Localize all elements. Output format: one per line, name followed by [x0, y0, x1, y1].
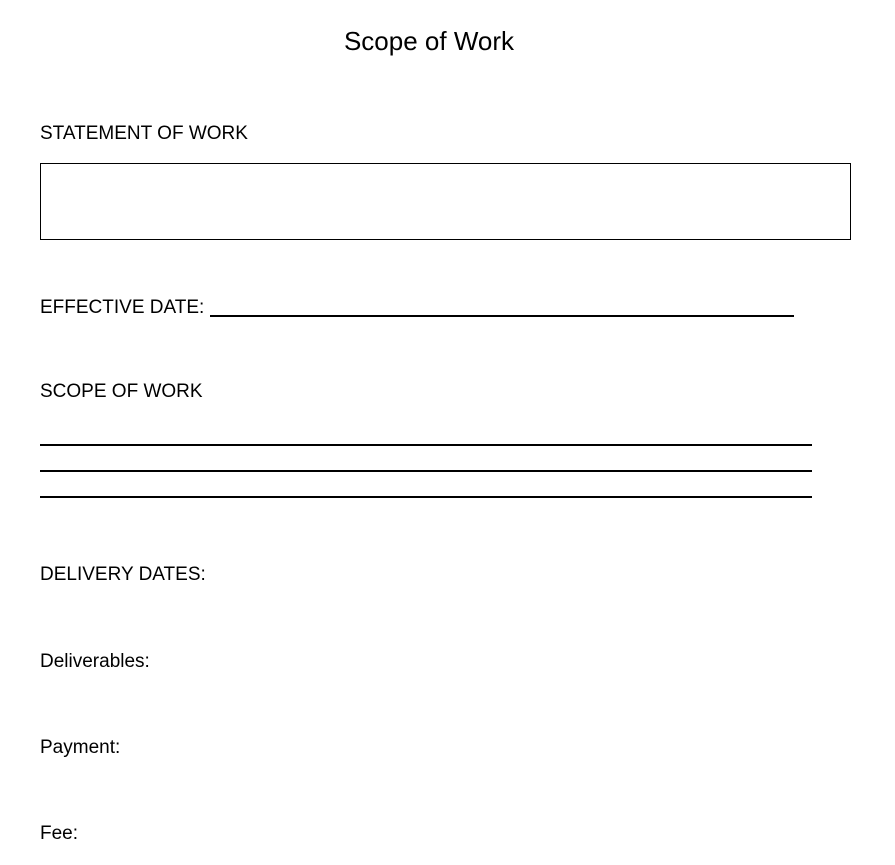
scope-of-work-line-3[interactable]	[40, 496, 812, 498]
statement-of-work-heading: STATEMENT OF WORK	[40, 123, 248, 144]
effective-date-row	[40, 294, 794, 320]
scope-of-work-heading: SCOPE OF WORK	[40, 381, 203, 402]
deliverables-label: Deliverables:	[40, 651, 150, 672]
fee-label: Fee:	[40, 823, 79, 844]
delivery-dates-label: DELIVERY DATES:	[40, 564, 206, 585]
statement-of-work-box[interactable]	[40, 163, 851, 240]
effective-date-field[interactable]	[210, 315, 794, 317]
scope-of-work-line-1[interactable]	[40, 444, 812, 446]
effective-date-label: EFFECTIVE DATE:	[40, 297, 205, 318]
scope-of-work-line-2[interactable]	[40, 470, 812, 472]
document-title: Scope of Work	[343, 26, 515, 56]
payment-label: Payment:	[40, 737, 121, 758]
